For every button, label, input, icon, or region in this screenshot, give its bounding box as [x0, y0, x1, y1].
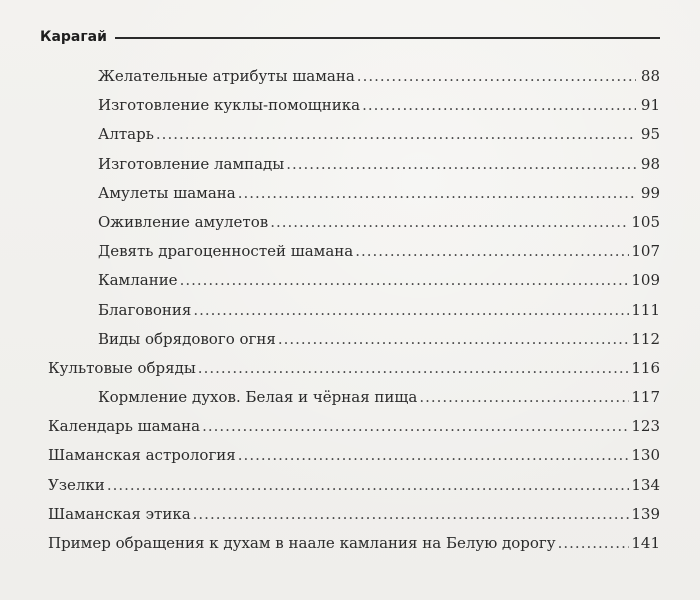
toc-entry-page-number: 99	[640, 183, 660, 202]
toc-entry	[40, 412, 660, 441]
toc-entry	[40, 120, 660, 149]
toc-entry-page-number: 98	[640, 154, 660, 173]
toc-entry	[40, 91, 660, 120]
toc-entry	[40, 208, 660, 237]
dot-leader	[107, 471, 630, 500]
toc-entry-page-number: 111	[631, 300, 660, 319]
dot-leader	[198, 354, 630, 383]
dot-leader	[193, 500, 630, 529]
toc-entry-page-number: 141	[631, 534, 660, 552]
toc-entry-title: Культовые обряды	[48, 358, 196, 377]
toc-entry-page-number: 109	[631, 271, 660, 290]
dot-leader	[362, 91, 636, 120]
toc-entry-page-number: 117	[631, 388, 660, 407]
dot-leader	[238, 179, 636, 208]
toc-entry-title: Благовония	[98, 300, 192, 319]
toc-entry	[40, 471, 660, 500]
header-title: Карагай	[40, 29, 107, 45]
toc-entry-page-number: 116	[631, 358, 660, 377]
toc-entry	[40, 325, 660, 354]
header-rule	[115, 37, 660, 39]
toc-entry-title: Пример обращения к духам в наале камлания на Белую дорогу	[48, 534, 556, 552]
dot-leader	[558, 529, 630, 558]
running-header	[40, 26, 660, 48]
toc-entry	[40, 179, 660, 208]
toc-entry-page-number: 139	[631, 504, 660, 523]
toc-entry-page-number: 134	[631, 475, 660, 494]
toc-entry-title: Алтарь	[98, 125, 154, 144]
toc-entry-title: Шаманская этика	[48, 504, 191, 523]
toc-entry-page-number: 107	[631, 242, 660, 261]
toc-entry-page-number: 112	[631, 329, 660, 348]
toc-entry-title: Шаманская астрология	[48, 446, 236, 465]
table-of-contents	[40, 62, 660, 558]
toc-entry-page-number: 105	[631, 212, 660, 231]
toc-entry	[40, 296, 660, 325]
dot-leader	[270, 208, 629, 237]
dot-leader	[180, 266, 630, 295]
dot-leader	[357, 62, 636, 91]
toc-entry	[40, 529, 660, 558]
toc-entry	[40, 500, 660, 529]
toc-entry-title: Изготовление лампады	[98, 154, 285, 173]
toc-entry-page-number: 130	[631, 446, 660, 465]
toc-entry-title: Виды обрядового огня	[98, 329, 276, 348]
toc-entry	[40, 237, 660, 266]
dot-leader	[238, 441, 630, 470]
toc-entry-title: Оживление амулетов	[98, 212, 269, 231]
toc-entry-title: Календарь шамана	[48, 417, 201, 436]
dot-leader	[193, 296, 629, 325]
toc-entry-title: Девять драгоценностей шамана	[98, 242, 354, 261]
dot-leader	[355, 237, 629, 266]
toc-entry-page-number: 91	[640, 96, 660, 115]
toc-entry	[40, 62, 660, 91]
dot-leader	[202, 412, 629, 441]
toc-entry-page-number: 123	[631, 417, 660, 436]
toc-entry-page-number: 95	[640, 125, 660, 144]
toc-entry	[40, 354, 660, 383]
toc-entry-title: Амулеты шамана	[98, 183, 236, 202]
dot-leader	[419, 383, 629, 412]
toc-entry-title: Изготовление куклы-помощника	[98, 96, 361, 115]
dot-leader	[278, 325, 630, 354]
toc-entry	[40, 150, 660, 179]
toc-entry-title: Узелки	[48, 475, 105, 494]
toc-entry-page-number: 88	[640, 67, 660, 85]
toc-entry	[40, 441, 660, 470]
toc-entry	[40, 266, 660, 295]
toc-entry-title: Камлание	[98, 271, 178, 290]
toc-entry	[40, 383, 660, 412]
dot-leader	[286, 150, 636, 179]
toc-entry-title: Кормление духов. Белая и чёрная пища	[98, 388, 418, 407]
dot-leader	[156, 120, 636, 149]
toc-entry-title: Желательные атрибуты шамана	[98, 67, 355, 85]
